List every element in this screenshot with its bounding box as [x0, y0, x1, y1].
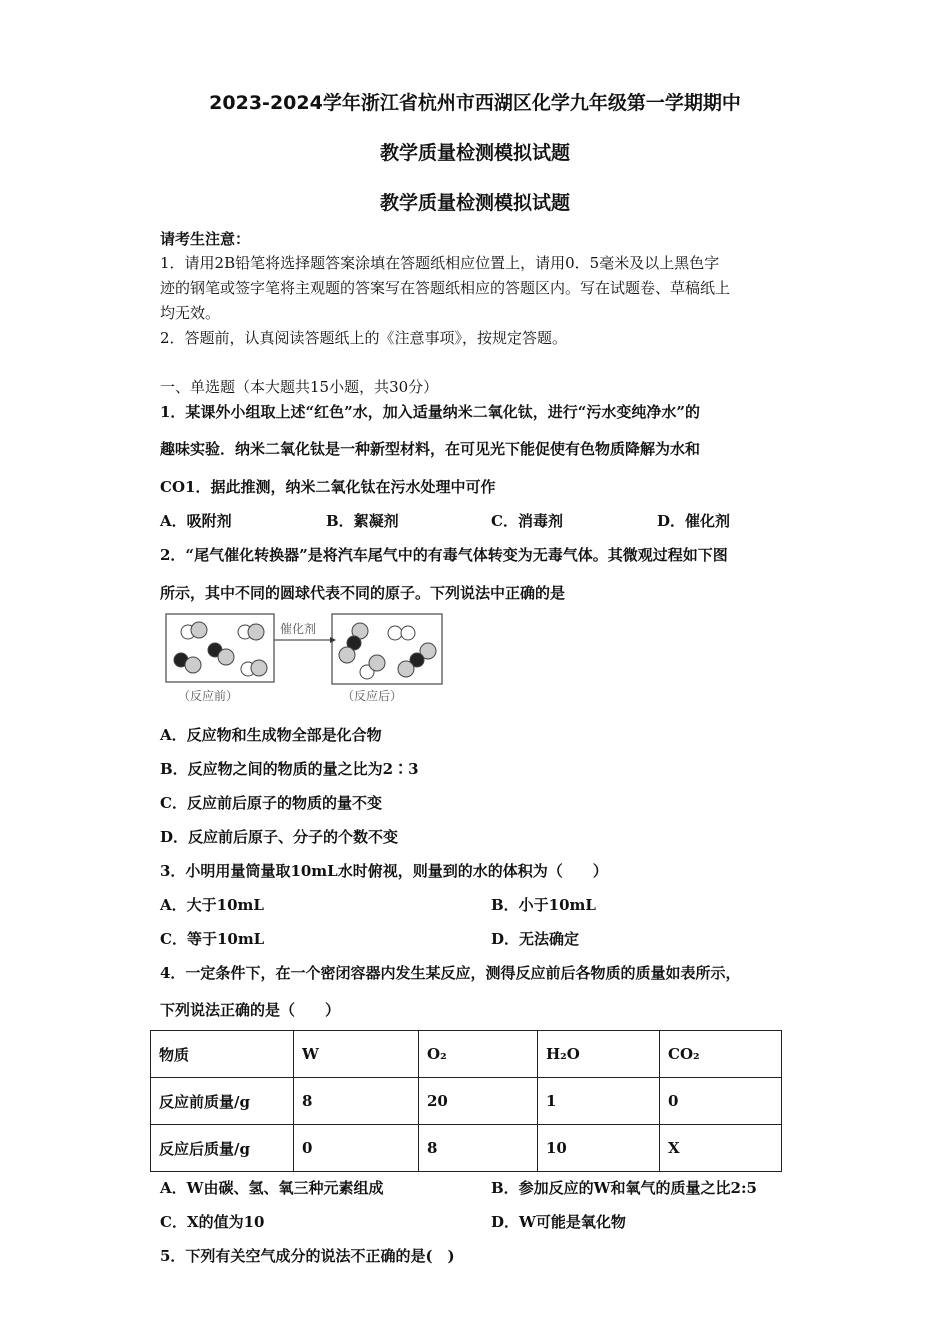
notice-line: 均无效。 — [160, 304, 221, 322]
q4-option-b: B．参加反应的W和氧气的质量之比2:5 — [491, 1179, 757, 1197]
q1-option-c: C．消毒剂 — [491, 512, 563, 530]
before-label: （反应前） — [178, 689, 239, 703]
table-cell: X — [660, 1125, 782, 1172]
q3-option-c: C．等于10mL — [160, 930, 265, 948]
q1-text: 趣味实验．纳米二氧化钛是一种新型材料，在可见光下能促使有色物质降解为水和 — [160, 440, 701, 458]
q4-option-a: A．W由碳、氢、氧三种元素组成 — [160, 1179, 384, 1197]
q2-text: 所示，其中不同的圆球代表不同的原子。下列说法中正确的是 — [160, 584, 566, 602]
title-line-3: 教学质量检测模拟试题 — [379, 192, 570, 214]
q3-text: 3．小明用量筒量取10mL水时俯视，则量到的水的体积为（ ） — [160, 862, 608, 880]
table-cell: 8 — [419, 1125, 538, 1172]
q4-text: 4．一定条件下，在一个密闭容器内发生某反应，测得反应前后各物质的质量如表所示， — [160, 964, 741, 982]
table-cell: 反应后质量/g — [151, 1125, 294, 1172]
table-cell: W — [294, 1031, 419, 1078]
q1-text: 1．某课外小组取上述“红色”水，加入适量纳米二氧化钛，进行“污水变纯净水”的 — [160, 403, 700, 421]
title-line-2: 教学质量检测模拟试题 — [379, 142, 570, 164]
q3-option-a: A．大于10mL — [160, 896, 264, 914]
notice-line: 2．答题前，认真阅读答题纸上的《注意事项》，按规定答题。 — [160, 329, 568, 347]
notice-line: 迹的钢笔或签字笔将主观题的答案写在答题纸相应的答题区内。写在试题卷、草稿纸上 — [160, 279, 731, 297]
q2-option-a: A．反应物和生成物全部是化合物 — [160, 726, 382, 744]
q4-text: 下列说法正确的是（ ） — [160, 1001, 341, 1019]
q3-option-d: D．无法确定 — [491, 930, 580, 948]
mass-table — [150, 1030, 782, 1172]
q4-option-c: C．X的值为10 — [160, 1213, 265, 1231]
q4-option-d: D．W可能是氧化物 — [491, 1213, 626, 1231]
table-cell: 0 — [660, 1078, 782, 1125]
table-row — [151, 1078, 782, 1125]
arrow-label: 催化剂 — [280, 622, 317, 636]
table-cell: 0 — [294, 1125, 419, 1172]
q1-option-b: B．絮凝剂 — [326, 512, 399, 530]
table-cell: O₂ — [419, 1031, 538, 1078]
reaction-diagram — [160, 608, 460, 708]
section-heading: 一、单选题（本大题共15小题，共30分） — [160, 378, 439, 396]
after-label: （反应后） — [342, 689, 403, 703]
title-line-1: 2023-2024学年浙江省杭州市西湖区化学九年级第一学期期中 — [209, 92, 741, 114]
table-cell: 8 — [294, 1078, 419, 1125]
q3-option-b: B．小于10mL — [491, 896, 596, 914]
table-cell: 反应前质量/g — [151, 1078, 294, 1125]
q2-text: 2．“尾气催化转换器”是将汽车尾气中的有毒气体转变为无毒气体。其微观过程如下图 — [160, 546, 728, 564]
table-cell: H₂O — [538, 1031, 660, 1078]
notice-line: 1．请用2B铅笔将选择题答案涂填在答题纸相应位置上，请用0．5毫米及以上黑色字 — [160, 254, 720, 272]
notice-heading: 请考生注意： — [160, 230, 251, 248]
q2-option-d: D．反应前后原子、分子的个数不变 — [160, 828, 399, 846]
q1-text: CO1．据此推测，纳米二氧化钛在污水处理中可作 — [160, 478, 496, 496]
q2-option-b: B．反应物之间的物质的量之比为2∶3 — [160, 760, 419, 778]
q2-option-c: C．反应前后原子的物质的量不变 — [160, 794, 382, 812]
table-cell: CO₂ — [660, 1031, 782, 1078]
table-cell: 物质 — [151, 1031, 294, 1078]
table-header-row — [151, 1031, 782, 1078]
table-cell: 10 — [538, 1125, 660, 1172]
q1-option-a: A．吸附剂 — [160, 512, 232, 530]
table-row — [151, 1125, 782, 1172]
table-cell: 1 — [538, 1078, 660, 1125]
table-cell: 20 — [419, 1078, 538, 1125]
q1-option-d: D．催化剂 — [657, 512, 731, 530]
q5-text: 5．下列有关空气成分的说法不正确的是( ) — [160, 1247, 455, 1265]
